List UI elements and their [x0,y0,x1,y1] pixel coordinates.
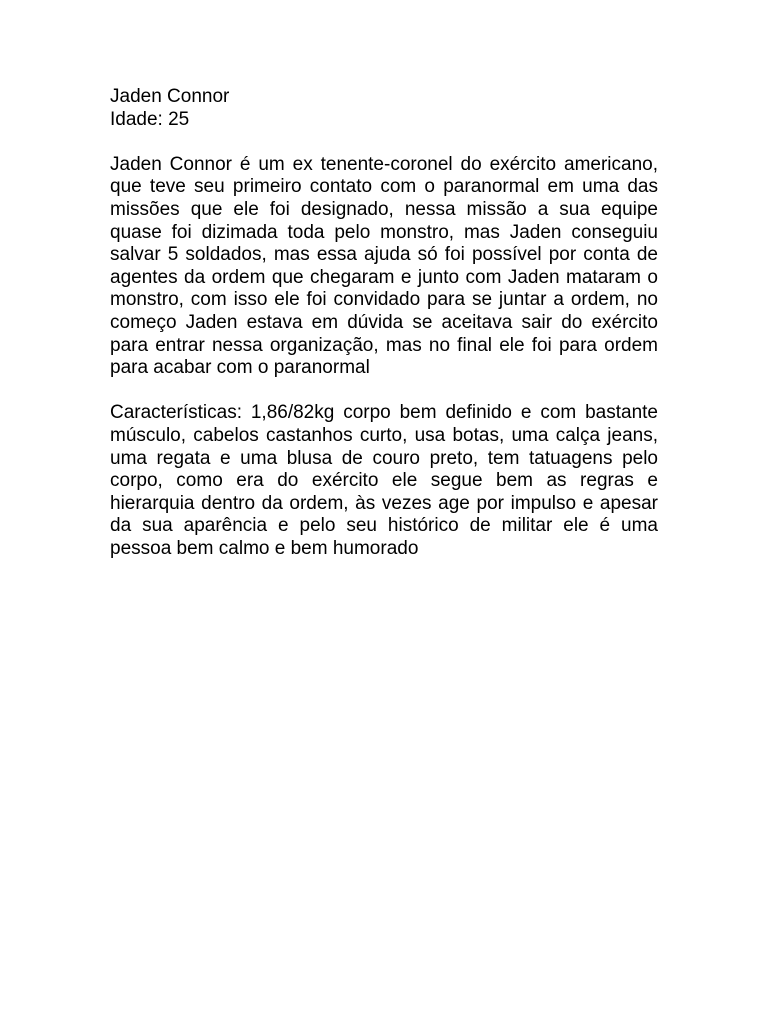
background-paragraph: Jaden Connor é um ex tenente-coronel do exército americano, que teve seu primeiro contato com o paranormal em uma das missões que ele foi designado, nessa missão a sua equipe quase foi dizimada toda pelo monstro, mas Jaden conseguiu salvar 5 soldados, mas essa ajuda só foi possível por conta de agentes da ordem que chegaram e junto com Jaden mataram o monstro, com isso ele foi convidado para se juntar a ordem, no começo Jaden estava em dúvida se aceitava sair do exército para entrar nessa organização, mas no final ele foi para ordem para acabar com o paranormal [110,153,658,379]
paragraph-spacer [110,131,658,154]
paragraph-spacer [110,380,658,403]
character-age: Idade: 25 [110,108,190,130]
characteristics-paragraph: Características: 1,86/82kg corpo bem definido e com bastante músculo, cabelos castanhos curto, usa botas, uma calça jeans, uma regata e uma blusa de couro preto, tem tatuagens pelo corpo, como era do exército ele segue bem as regras e hierarquia dentro da ordem, às vezes age por impulso e apesar da sua aparência e pelo seu histórico de militar ele é uma pessoa bem calmo e bem humorado [110,402,658,559]
document-page [110,86,658,560]
character-name: Jaden Connor [110,86,230,107]
